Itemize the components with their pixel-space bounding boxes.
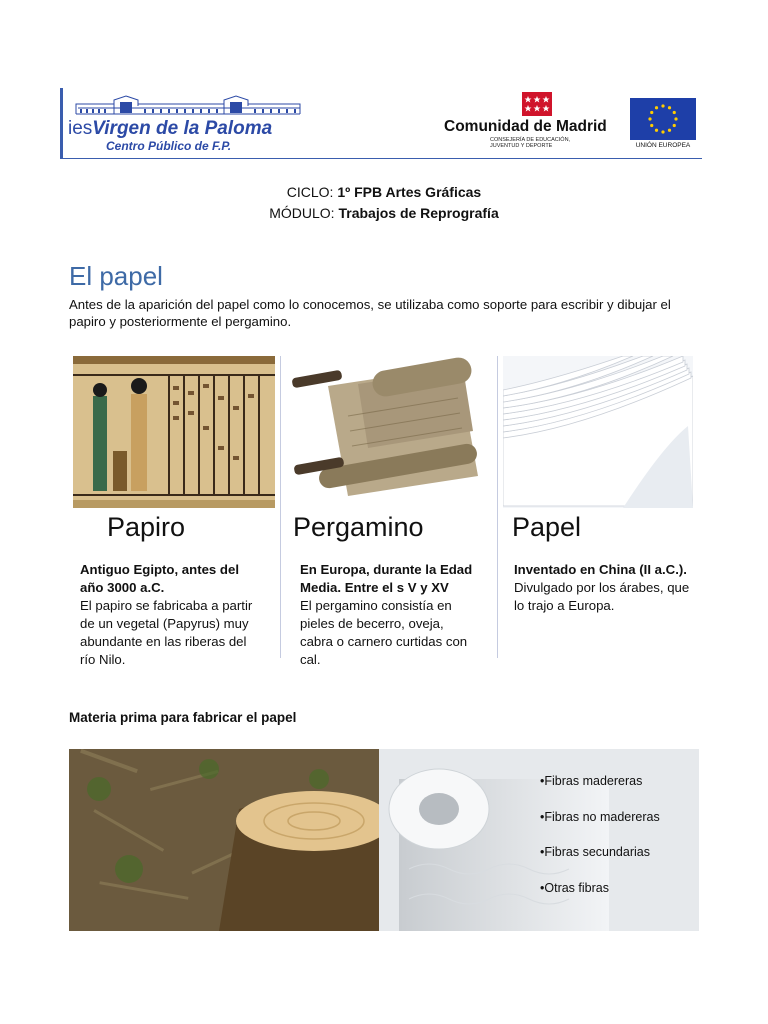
eu-star-icon (673, 124, 676, 127)
school-name (68, 118, 272, 140)
column-text-papiro (80, 561, 260, 669)
madrid-flag-icon (522, 92, 552, 116)
parchment-image (288, 356, 490, 508)
school-subtitle: Centro Público de F.P. (106, 139, 232, 153)
column-title-pergamino: Pergamino (293, 512, 424, 542)
eu-star-icon (648, 117, 651, 120)
madrid-name: Comunidad de Madrid (444, 118, 607, 135)
column-divider (280, 356, 281, 658)
paper-stack-image (503, 356, 693, 508)
ciclo-line (0, 184, 768, 200)
madrid-logo (444, 90, 630, 154)
column-divider (497, 356, 498, 658)
column-body-pergamino: El pergamino consistía en pieles de becerro, oveja, cabra o carnero curtidas con cal. (300, 598, 468, 667)
fiber-item: •Otras fibras (540, 880, 609, 895)
eu-star-icon (668, 106, 671, 109)
modulo-line (0, 205, 768, 221)
madrid-department-line2: JUVENTUD Y DEPORTE (490, 143, 553, 149)
intro-paragraph: Antes de la aparición del papel como lo conocemos, se utilizaba como soporte para escribir y dibujar el papiro y posteriormente el pergamino. (69, 297, 671, 329)
eu-star-icon (673, 111, 676, 114)
madrid-department-line1: CONSEJERÍA DE EDUCACIÓN, (490, 137, 571, 143)
eu-star-icon (655, 129, 658, 132)
school-name-text: Virgen de la Paloma (92, 118, 273, 139)
column-lead-papel: Inventado en China (II a.C.). (514, 562, 687, 577)
modulo-value: Trabajos de Reprografía (338, 205, 499, 221)
page-title: El papel (69, 261, 163, 291)
fiber-item: •Fibras secundarias (540, 845, 650, 859)
ciclo-value: 1º FPB Artes Gráficas (337, 184, 482, 200)
column-text-pergamino (300, 561, 480, 669)
header-rule-vertical (60, 88, 63, 158)
column-body-papel: Divulgado por los árabes, que lo trajo a Europa. (514, 580, 690, 613)
papyrus-image (73, 356, 275, 508)
column-text-papel (514, 561, 700, 615)
eu-star-icon (650, 111, 653, 114)
eu-flag-icon (630, 98, 696, 140)
column-title-papel: Papel (512, 512, 582, 542)
madrid-department (490, 137, 570, 149)
column-lead-pergamino: En Europa, durante la Edad Media. Entre el s V y XV (300, 562, 473, 595)
school-prefix: ies (68, 118, 93, 139)
eu-star-icon (674, 117, 677, 120)
ciclo-label: CICLO: (286, 184, 338, 200)
eu-star-icon (650, 124, 653, 127)
eu-star-icon (661, 104, 664, 107)
eu-logo (630, 98, 696, 152)
fiber-item: •Fibras madereras (540, 774, 643, 788)
header-rule-horizontal (60, 158, 702, 159)
fiber-item: •Fibras no madereras (540, 809, 660, 824)
eu-star-icon (668, 129, 671, 132)
school-building-icon (74, 94, 302, 116)
section-title-materia: Materia prima para fabricar el papel (69, 710, 297, 725)
school-logo (68, 94, 308, 156)
modulo-label: MÓDULO: (269, 205, 339, 221)
eu-star-icon (655, 106, 658, 109)
column-body-papiro: El papiro se fabricaba a partir de un vegetal (Papyrus) muy abundante en las riberas del río Nilo. (80, 598, 253, 667)
column-lead-papiro: Antiguo Egipto, antes del año 3000 a.C. (80, 562, 239, 595)
eu-label: UNIÓN EUROPEA (635, 142, 691, 149)
eu-star-icon (661, 130, 664, 133)
column-title-papiro: Papiro (107, 512, 186, 542)
fiber-list (540, 774, 660, 916)
